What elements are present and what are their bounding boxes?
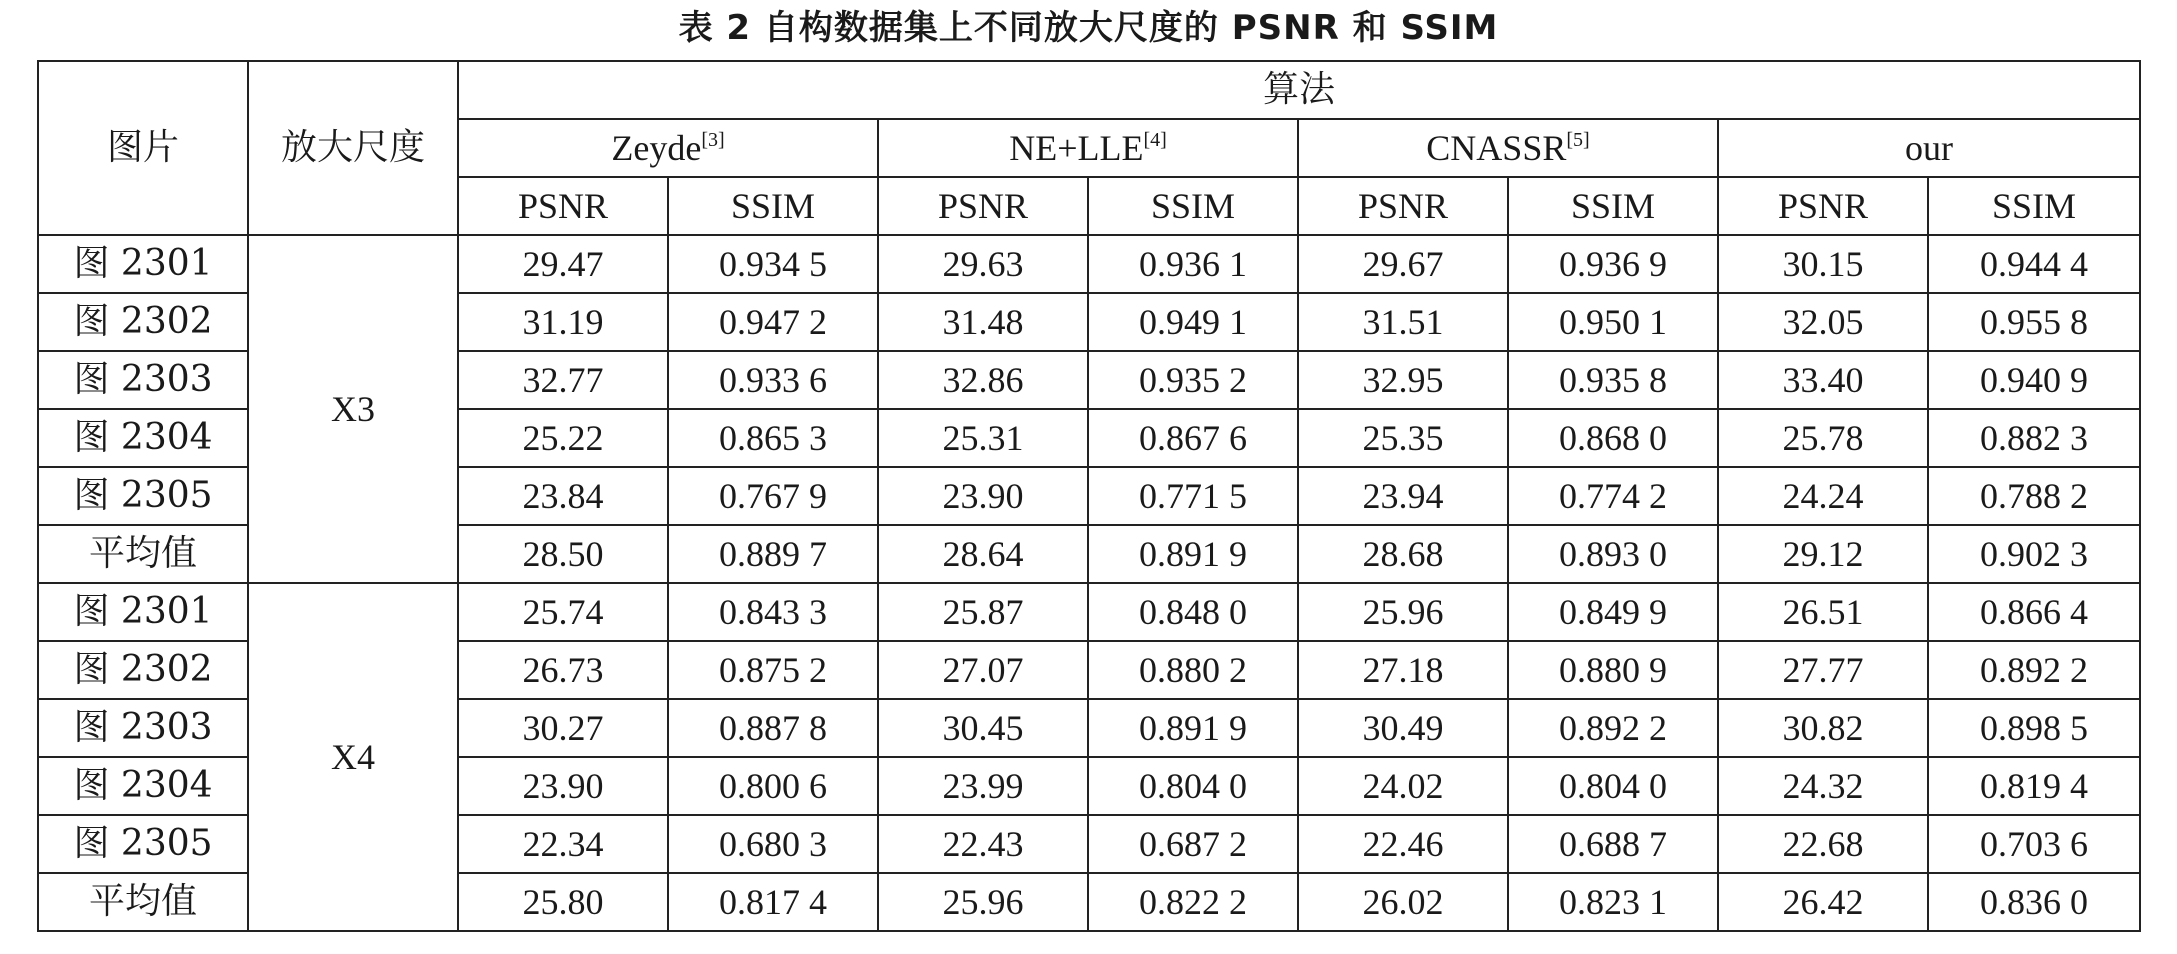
image-cell: 图 2301 [38,583,248,641]
psnr-value-cell: 23.84 [458,467,668,525]
results-table [37,60,2141,932]
ssim-value-cell: 0.703 6 [1928,815,2140,873]
psnr-value-cell: 25.22 [458,409,668,467]
ssim-value-cell: 0.934 5 [668,235,878,293]
ssim-value-cell: 0.955 8 [1928,293,2140,351]
image-cell: 平均值 [38,873,248,931]
ssim-value-cell: 0.788 2 [1928,467,2140,525]
psnr-value-cell: 25.80 [458,873,668,931]
psnr-value-cell: 31.19 [458,293,668,351]
psnr-value-cell: 29.12 [1718,525,1928,583]
ssim-value-cell: 0.843 3 [668,583,878,641]
psnr-value-cell: 31.48 [878,293,1088,351]
ssim-value-cell: 0.892 2 [1508,699,1718,757]
ssim-value-cell: 0.891 9 [1088,525,1298,583]
table-caption: 表 2 自构数据集上不同放大尺度的 PSNR 和 SSIM [678,8,1499,48]
ssim-value-cell: 0.822 2 [1088,873,1298,931]
ssim-value-cell: 0.940 9 [1928,351,2140,409]
image-cell: 图 2305 [38,467,248,525]
psnr-value-cell: 30.82 [1718,699,1928,757]
psnr-value-cell: 32.86 [878,351,1088,409]
metric-header-ssim: SSIM [668,177,878,235]
metric-header-ssim: SSIM [1508,177,1718,235]
method-ref: [5] [1566,129,1590,151]
ssim-value-cell: 0.767 9 [668,467,878,525]
ssim-value-cell: 0.889 7 [668,525,878,583]
psnr-value-cell: 25.35 [1298,409,1508,467]
ssim-value-cell: 0.800 6 [668,757,878,815]
method-name: Zeyde [611,128,702,168]
psnr-value-cell: 22.34 [458,815,668,873]
psnr-value-cell: 24.02 [1298,757,1508,815]
ssim-value-cell: 0.891 9 [1088,699,1298,757]
ssim-value-cell: 0.817 4 [668,873,878,931]
psnr-value-cell: 26.42 [1718,873,1928,931]
psnr-value-cell: 29.67 [1298,235,1508,293]
psnr-value-cell: 23.90 [458,757,668,815]
ssim-value-cell: 0.688 7 [1508,815,1718,873]
ssim-value-cell: 0.880 2 [1088,641,1298,699]
ssim-value-cell: 0.687 2 [1088,815,1298,873]
psnr-value-cell: 23.94 [1298,467,1508,525]
ssim-value-cell: 0.865 3 [668,409,878,467]
table-row [38,235,2140,293]
ssim-value-cell: 0.880 9 [1508,641,1718,699]
ssim-value-cell: 0.944 4 [1928,235,2140,293]
ssim-value-cell: 0.887 8 [668,699,878,757]
psnr-value-cell: 26.02 [1298,873,1508,931]
ssim-value-cell: 0.836 0 [1928,873,2140,931]
image-cell: 图 2302 [38,293,248,351]
psnr-value-cell: 22.68 [1718,815,1928,873]
ssim-value-cell: 0.898 5 [1928,699,2140,757]
psnr-value-cell: 25.96 [1298,583,1508,641]
ssim-value-cell: 0.848 0 [1088,583,1298,641]
method-ref: [3] [701,129,725,151]
ssim-value-cell: 0.902 3 [1928,525,2140,583]
psnr-value-cell: 26.73 [458,641,668,699]
ssim-value-cell: 0.947 2 [668,293,878,351]
image-column-header: 图片 [38,61,248,235]
psnr-value-cell: 28.68 [1298,525,1508,583]
method-header-our [1718,119,2140,177]
metric-header-ssim: SSIM [1088,177,1298,235]
psnr-value-cell: 27.07 [878,641,1088,699]
psnr-value-cell: 33.40 [1718,351,1928,409]
method-header-ne-lle [878,119,1298,177]
psnr-value-cell: 31.51 [1298,293,1508,351]
method-ref: [4] [1143,129,1167,151]
image-cell: 图 2304 [38,409,248,467]
psnr-value-cell: 32.05 [1718,293,1928,351]
scale-cell: X4 [248,583,458,931]
psnr-value-cell: 29.63 [878,235,1088,293]
ssim-value-cell: 0.774 2 [1508,467,1718,525]
ssim-value-cell: 0.893 0 [1508,525,1718,583]
image-cell: 图 2305 [38,815,248,873]
metric-header-psnr: PSNR [878,177,1088,235]
ssim-value-cell: 0.949 1 [1088,293,1298,351]
ssim-value-cell: 0.849 9 [1508,583,1718,641]
psnr-value-cell: 32.95 [1298,351,1508,409]
psnr-value-cell: 28.64 [878,525,1088,583]
scale-cell: X3 [248,235,458,583]
table-row [38,583,2140,641]
psnr-value-cell: 25.87 [878,583,1088,641]
psnr-value-cell: 28.50 [458,525,668,583]
psnr-value-cell: 23.90 [878,467,1088,525]
psnr-value-cell: 23.99 [878,757,1088,815]
header-row-1 [38,61,2140,119]
psnr-value-cell: 30.15 [1718,235,1928,293]
psnr-value-cell: 25.78 [1718,409,1928,467]
ssim-value-cell: 0.936 9 [1508,235,1718,293]
ssim-value-cell: 0.875 2 [668,641,878,699]
psnr-value-cell: 32.77 [458,351,668,409]
ssim-value-cell: 0.804 0 [1508,757,1718,815]
psnr-value-cell: 25.74 [458,583,668,641]
metric-header-psnr: PSNR [1298,177,1508,235]
image-cell: 图 2303 [38,699,248,757]
psnr-value-cell: 30.49 [1298,699,1508,757]
ssim-value-cell: 0.804 0 [1088,757,1298,815]
ssim-value-cell: 0.935 8 [1508,351,1718,409]
ssim-value-cell: 0.819 4 [1928,757,2140,815]
psnr-value-cell: 29.47 [458,235,668,293]
psnr-value-cell: 25.31 [878,409,1088,467]
psnr-value-cell: 30.45 [878,699,1088,757]
method-name: NE+LLE [1009,128,1144,168]
psnr-value-cell: 27.77 [1718,641,1928,699]
method-header-zeyde [458,119,878,177]
psnr-value-cell: 22.43 [878,815,1088,873]
metric-header-psnr: PSNR [1718,177,1928,235]
psnr-value-cell: 22.46 [1298,815,1508,873]
method-header-cnassr [1298,119,1718,177]
psnr-value-cell: 25.96 [878,873,1088,931]
ssim-value-cell: 0.950 1 [1508,293,1718,351]
psnr-value-cell: 26.51 [1718,583,1928,641]
ssim-value-cell: 0.771 5 [1088,467,1298,525]
psnr-value-cell: 24.24 [1718,467,1928,525]
ssim-value-cell: 0.868 0 [1508,409,1718,467]
ssim-value-cell: 0.935 2 [1088,351,1298,409]
ssim-value-cell: 0.866 4 [1928,583,2140,641]
ssim-value-cell: 0.680 3 [668,815,878,873]
metric-header-ssim: SSIM [1928,177,2140,235]
ssim-value-cell: 0.892 2 [1928,641,2140,699]
algorithm-group-header: 算法 [458,61,2140,119]
metric-header-psnr: PSNR [458,177,668,235]
ssim-value-cell: 0.867 6 [1088,409,1298,467]
ssim-value-cell: 0.823 1 [1508,873,1718,931]
psnr-value-cell: 24.32 [1718,757,1928,815]
scale-column-header: 放大尺度 [248,61,458,235]
ssim-value-cell: 0.933 6 [668,351,878,409]
ssim-value-cell: 0.936 1 [1088,235,1298,293]
psnr-value-cell: 27.18 [1298,641,1508,699]
table-body [38,235,2140,931]
ssim-value-cell: 0.882 3 [1928,409,2140,467]
psnr-value-cell: 30.27 [458,699,668,757]
image-cell: 图 2302 [38,641,248,699]
method-name: our [1905,128,1953,168]
image-cell: 图 2303 [38,351,248,409]
table-header [38,61,2140,235]
image-cell: 图 2304 [38,757,248,815]
image-cell: 平均值 [38,525,248,583]
results-table-wrapper [37,60,2139,932]
image-cell: 图 2301 [38,235,248,293]
method-name: CNASSR [1426,128,1567,168]
